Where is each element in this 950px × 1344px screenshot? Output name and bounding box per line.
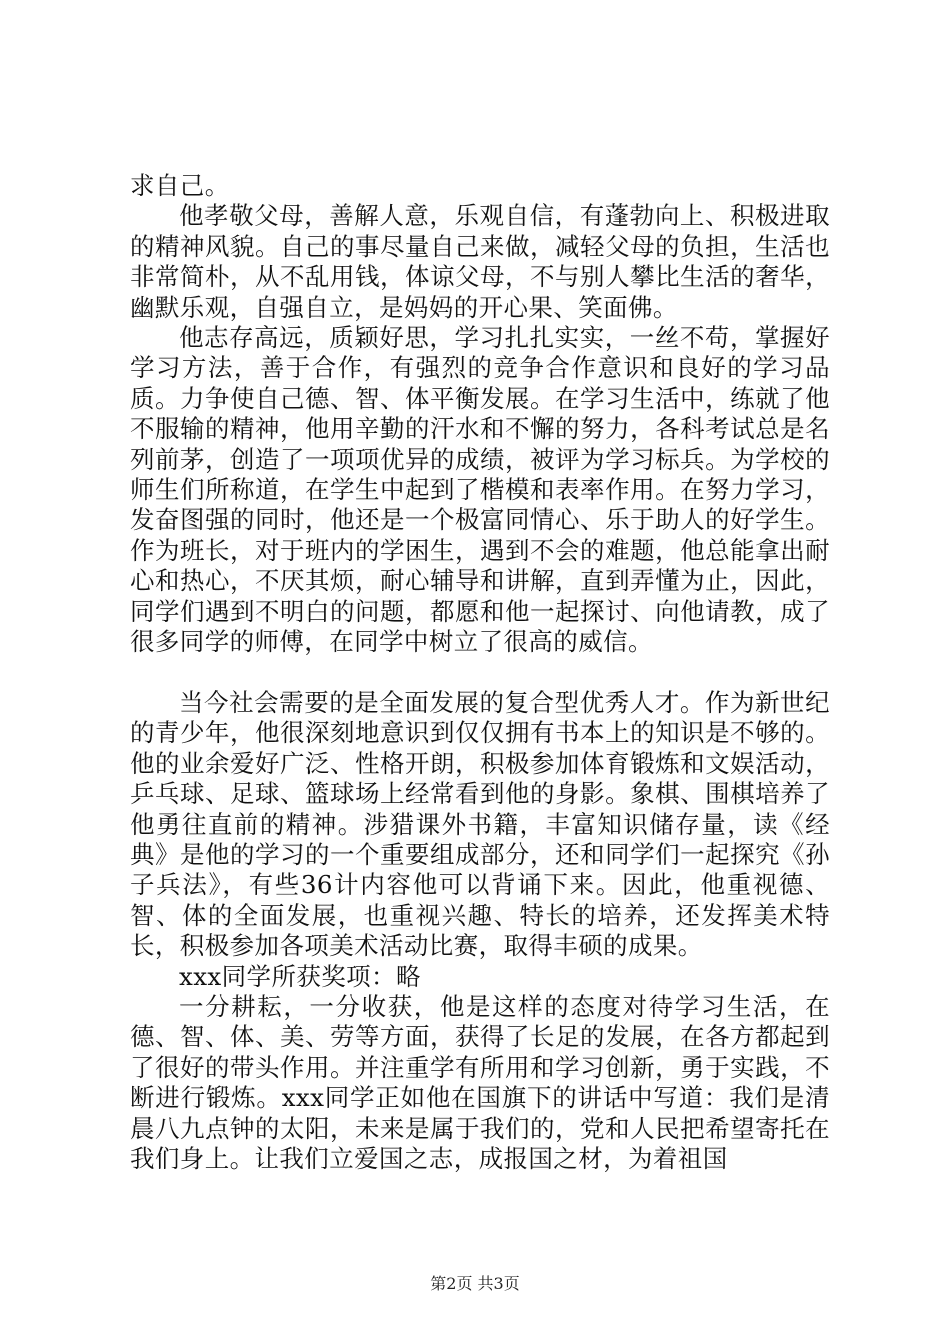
document-body	[130, 171, 830, 1174]
paragraph-filial-piety: 他孝敬父母，善解人意，乐观自信，有蓬勃向上、积极进取的精神风貌。自己的事尽量自己来做，减轻父母的负担，生活也非常简朴，从不乱用钱，体谅父母，不与别人攀比生活的奢华，幽默乐观，自强自立，是妈妈的开心果、笑面佛。	[130, 201, 830, 322]
page-footer: 第2页 共3页	[430, 1274, 520, 1293]
paragraph-hobbies: 当今社会需要的是全面发展的复合型优秀人才。作为新世纪的青少年，他很深刻地意识到仅仅拥有书本上的知识是不够的。他的业余爱好广泛、性格开朗，积极参加体育锻炼和文娱活动，乒乓球、足球、篮球场上经常看到他的身影。象棋、围棋培养了他勇往直前的精神。涉猎课外书籍，丰富知识储存量，读《经典》是他的学习的一个重要组成部分，还和同学们一起探究《孙子兵法》，有些36计内容他可以背诵下来。因此，他重视德、智、体的全面发展，也重视兴趣、特长的培养，还发挥美术特长，积极参加各项美术活动比赛，取得丰硕的成果。	[130, 687, 830, 961]
paragraph-conclusion: 一分耕耘，一分收获，他是这样的态度对待学习生活，在德、智、体、美、劳等方面，获得了长足的发展，在各方都起到了很好的带头作用。并注重学有所用和学习创新，勇于实践，不断进行锻炼。xxx同学正如他在国旗下的讲话中写道：我们是清晨八九点钟的太阳，未来是属于我们的，党和人民把希望寄托在我们身上。让我们立爱国之志，成报国之材，为着祖国	[130, 991, 830, 1173]
paragraph-study: 他志存高远，质颖好思，学习扎扎实实，一丝不苟，掌握好学习方法，善于合作，有强烈的竞争合作意识和良好的学习品质。力争使自己德、智、体平衡发展。在学习生活中，练就了他不服输的精神，他用辛勤的汗水和不懈的努力，各科考试总是名列前茅，创造了一项项优异的成绩，被评为学习标兵。为学校的师生们所称道，在学生中起到了楷模和表率作用。在努力学习，发奋图强的同时，他还是一个极富同情心、乐于助人的好学生。作为班长，对于班内的学困生，遇到不会的难题，他总能拿出耐心和热心，不厌其烦，耐心辅导和讲解，直到弄懂为止，因此，同学们遇到不明白的问题，都愿和他一起探讨、向他请教，成了很多同学的师傅，在同学中树立了很高的威信。	[130, 323, 830, 657]
paragraph-continuation: 求自己。	[130, 171, 230, 200]
paragraph-gap	[130, 658, 830, 688]
paragraph-awards: xxx同学所获奖项：略	[179, 961, 421, 991]
